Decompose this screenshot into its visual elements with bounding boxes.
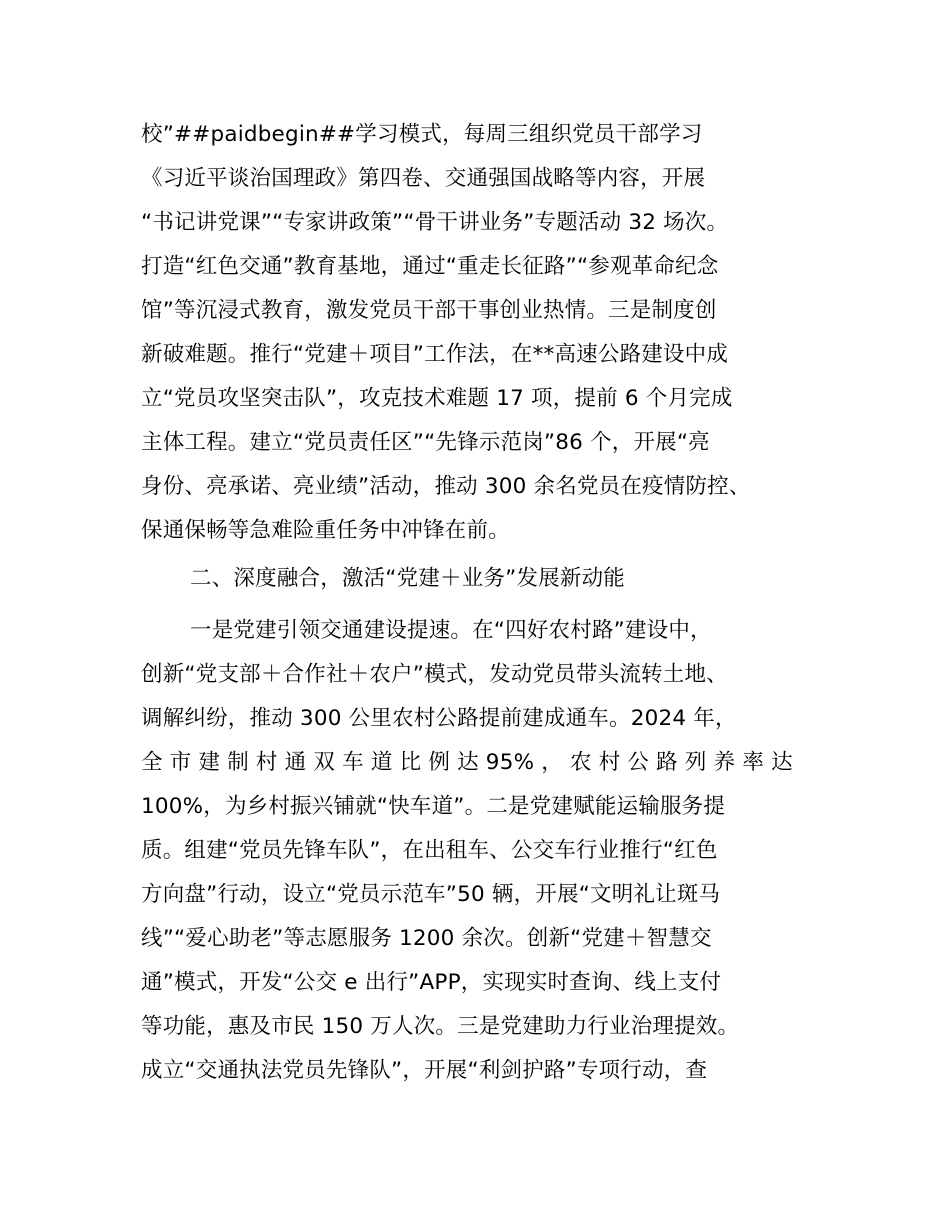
- text-line: 线”“爱心助老”等志愿服务 1200 余次。创新“党建＋智慧交: [141, 926, 712, 951]
- text-line: 成立“交通执法党员先锋队”，开展“利剑护路”专项行动，查: [141, 1058, 708, 1083]
- text-line: 校”##paidbegin##学习模式，每周三组织党员干部学习: [141, 122, 703, 147]
- text-line: 通”模式，开发“公交 e 出行”APP，实现实时查询、线上支付: [141, 970, 722, 995]
- text-line: 主体工程。建立“党员责任区”“先锋示范岗”86 个，开展“亮: [141, 430, 710, 455]
- text-line: 保通保畅等急难险重任务中冲锋在前。: [141, 518, 510, 543]
- text-line: 等功能，惠及市民 150 万人次。三是党建助力行业治理提效。: [141, 1014, 740, 1039]
- text-line: 立“党员攻坚突击队”，攻克技术难题 17 项，提前 6 个月完成: [141, 386, 733, 411]
- text-line: 全 市 建 制 村 通 双 车 道 比 例 达 95% ， 农 村 公 路 列 养 率 达: [141, 750, 793, 775]
- text-line: 一是党建引领交通建设提速。在“四好农村路”建设中，: [190, 618, 712, 643]
- text-line: 身份、亮承诺、亮业绩”活动，推动 300 余名党员在疫情防控、: [141, 474, 751, 499]
- text-line: 打造“红色交通”教育基地，通过“重走长征路”“参观革命纪念: [141, 254, 719, 279]
- section-heading: 二、深度融合，激活“党建＋业务”发展新动能: [190, 566, 625, 591]
- text-line: 100%，为乡村振兴铺就“快车道”。二是党建赋能运输服务提: [141, 794, 726, 819]
- text-line: 《习近平谈治国理政》第四卷、交通强国战略等内容，开展: [141, 166, 706, 191]
- text-line: 调解纠纷，推动 300 公里农村公路提前建成通车。2024 年，: [141, 706, 737, 731]
- text-line: 方向盘”行动，设立“党员示范车”50 辆，开展“文明礼让斑马: [141, 882, 721, 907]
- text-line: “书记讲党课”“专家讲政策”“骨干讲业务”专题活动 32 场次。: [141, 210, 729, 235]
- text-line: 馆”等沉浸式教育，激发党员干部干事创业热情。三是制度创: [141, 298, 717, 323]
- text-line: 质。组建“党员先锋车队”，在出租车、公交车行业推行“红色: [141, 838, 718, 863]
- text-line: 创新“党支部＋合作社＋农户”模式，发动党员带头流转土地、: [141, 662, 728, 687]
- text-line: 新破难题。推行“党建＋项目”工作法，在**高速公路建设中成: [141, 342, 729, 367]
